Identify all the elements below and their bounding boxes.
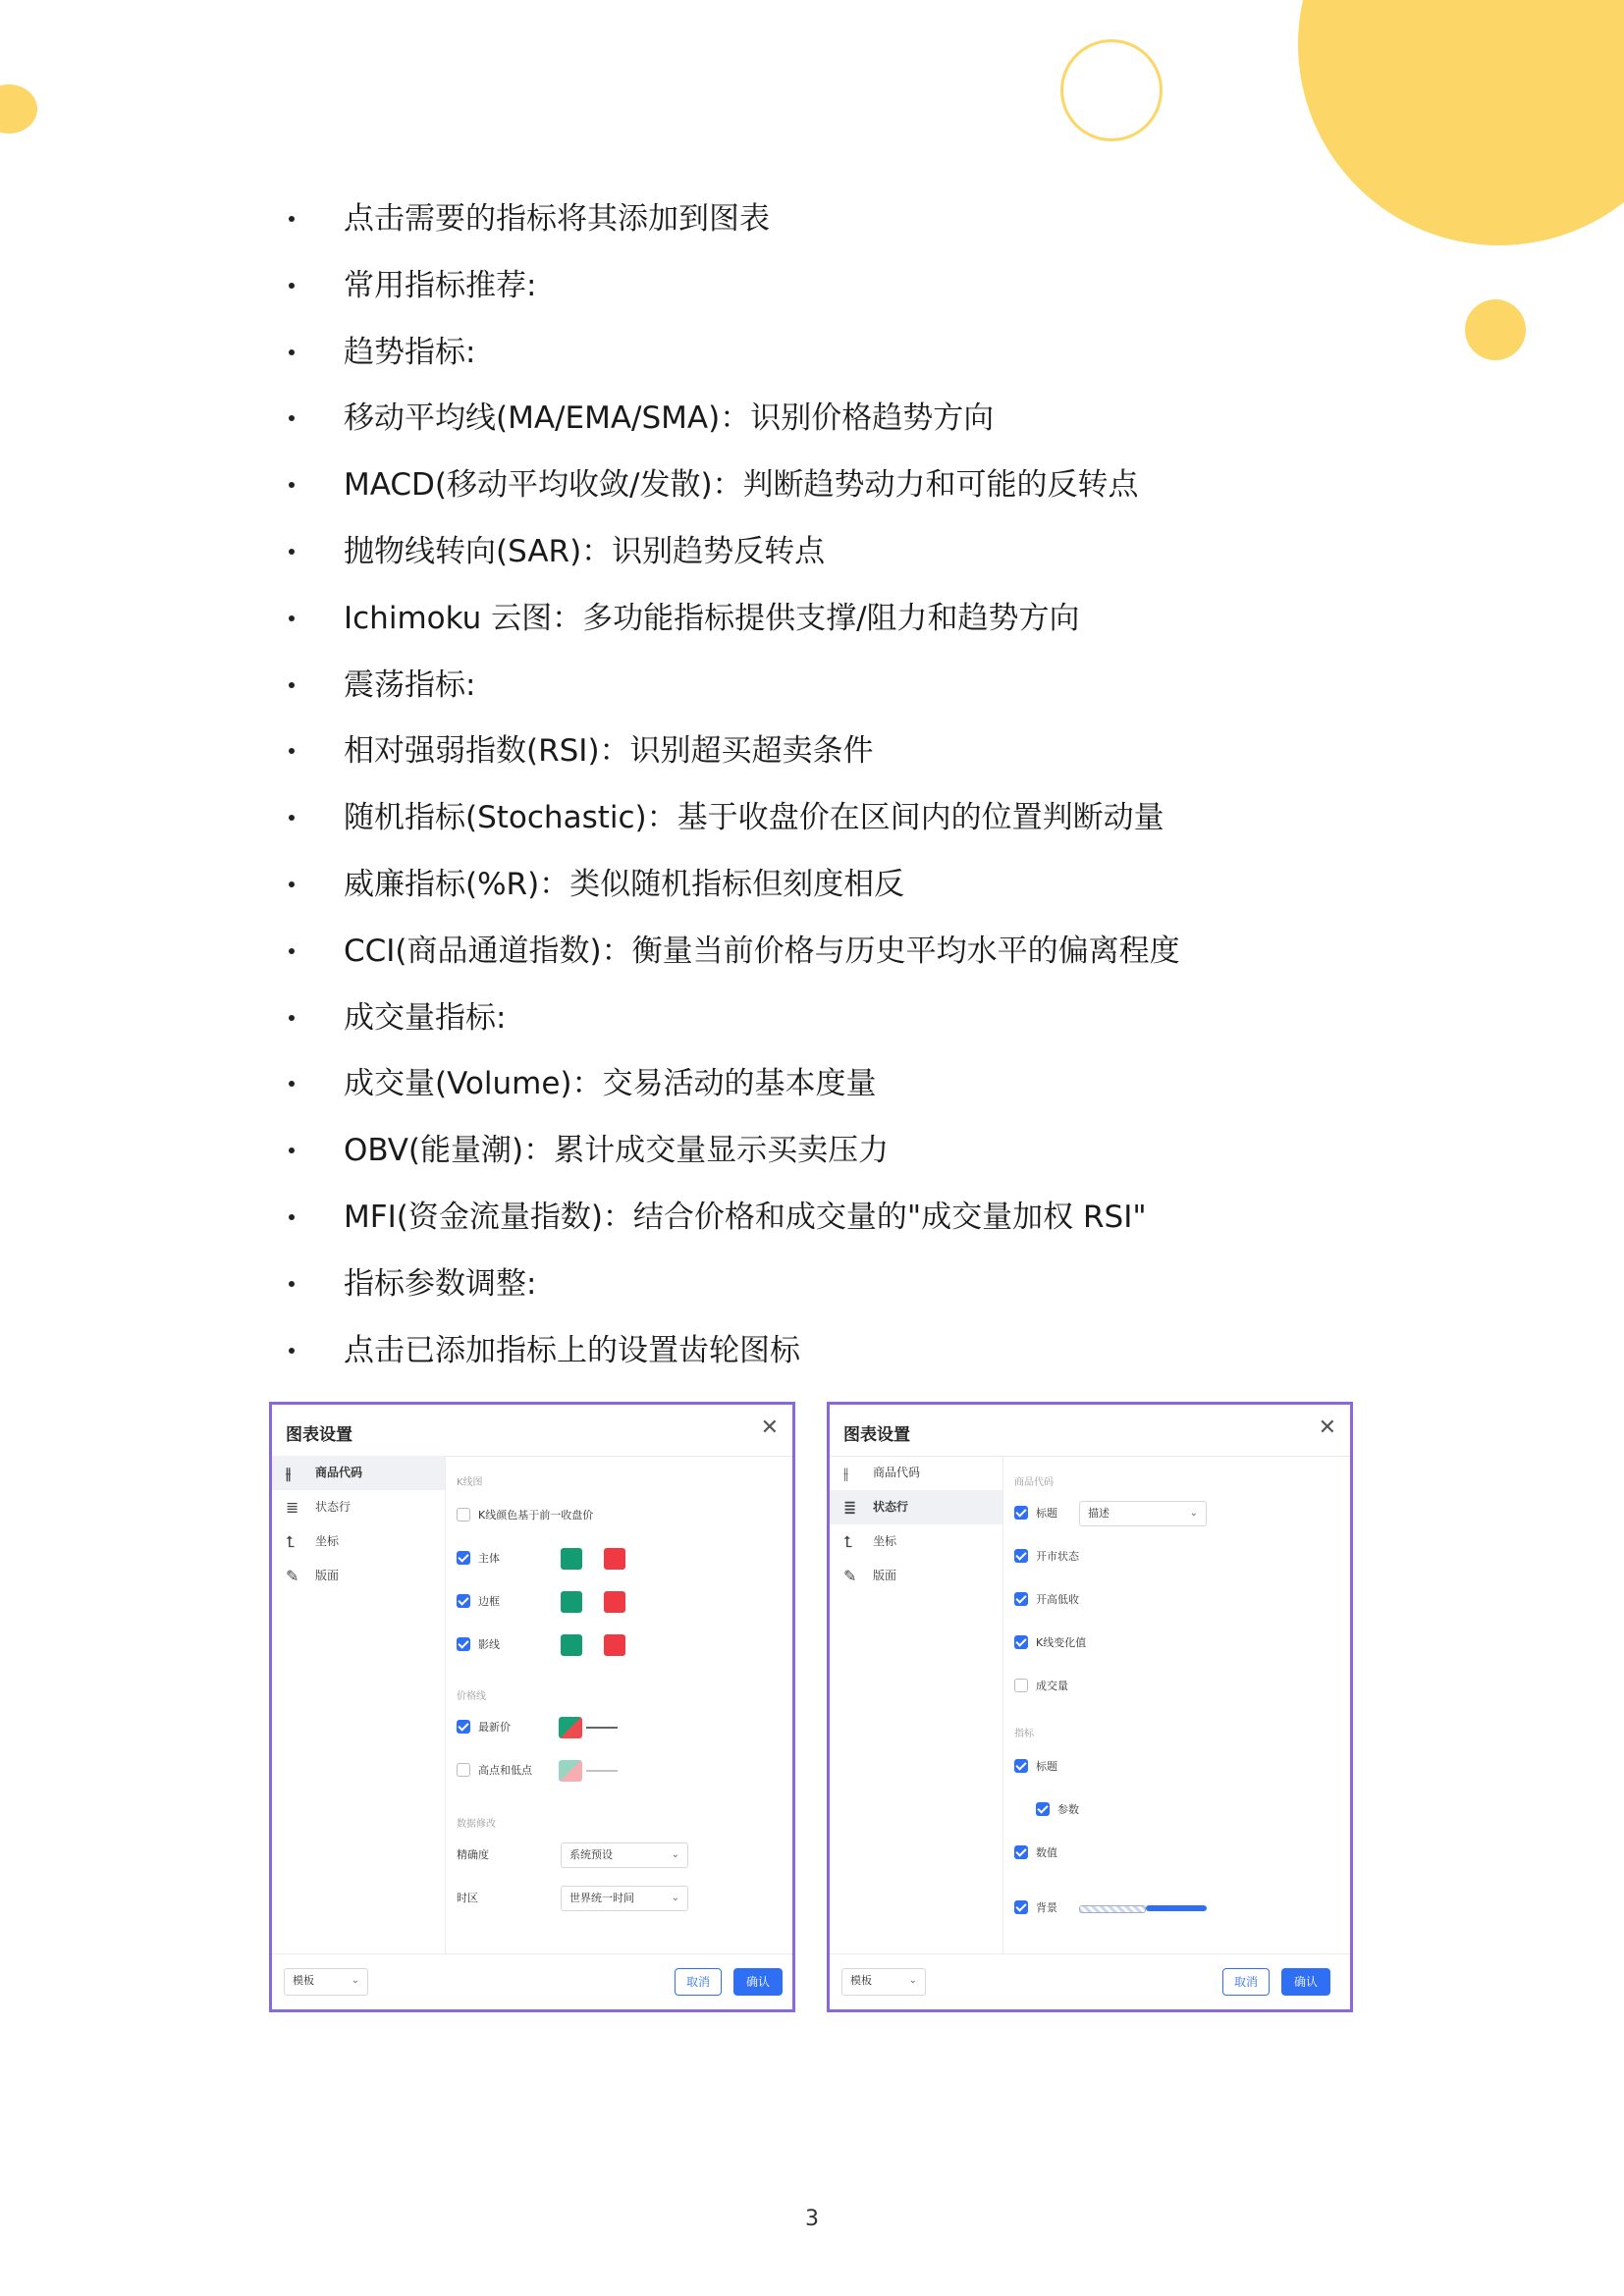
checkbox[interactable]	[1014, 1549, 1028, 1563]
bullet-icon	[289, 482, 295, 488]
bullet-icon	[289, 549, 295, 555]
section-label-data-mod: 数据修改	[457, 1819, 496, 1830]
checkbox[interactable]	[1014, 1679, 1028, 1692]
up-color-swatch[interactable]	[561, 1591, 582, 1613]
close-icon[interactable]: ✕	[1318, 1415, 1336, 1440]
up-color-swatch[interactable]	[561, 1548, 582, 1570]
list-lines-icon: ≣	[843, 1498, 857, 1517]
up-color-swatch[interactable]	[561, 1634, 582, 1656]
checkbox[interactable]	[457, 1594, 470, 1608]
bullet-icon	[289, 615, 295, 621]
cancel-button[interactable]: 取消	[675, 1968, 722, 1996]
dialog-header	[830, 1405, 1350, 1457]
dialog-title: 图表设置	[843, 1425, 910, 1445]
checkbox[interactable]	[457, 1551, 470, 1565]
last-price-row[interactable]: 最新价	[457, 1717, 511, 1738]
sidebar-item-symbol[interactable]: ⫲ 商品代码	[272, 1456, 445, 1490]
bullet-icon	[289, 283, 295, 289]
template-select[interactable]: 模板 ⌄	[284, 1968, 368, 1996]
body-row[interactable]: 主体	[457, 1548, 500, 1570]
bullet-icon	[289, 682, 295, 688]
decorative-ring	[1060, 39, 1163, 141]
ohlc-row[interactable]: 开高低收	[1014, 1589, 1079, 1611]
bullet-icon	[289, 881, 295, 887]
cancel-button[interactable]: 取消	[1222, 1968, 1270, 1996]
bullet-icon	[289, 1148, 295, 1153]
timezone-label: 时区	[457, 1892, 478, 1904]
dialog-footer	[272, 1953, 792, 2009]
opacity-slider-fill[interactable]	[1146, 1905, 1207, 1911]
bullet-icon	[289, 1214, 295, 1220]
sidebar-item-status-line[interactable]: ≣ 状态行	[272, 1490, 445, 1524]
checkbox[interactable]	[1036, 1802, 1050, 1816]
axis-icon: ⮤	[286, 1532, 296, 1551]
down-color-swatch[interactable]	[604, 1591, 625, 1613]
checkbox[interactable]	[1014, 1759, 1028, 1773]
dialog-sidebar	[272, 1456, 446, 1954]
checkbox[interactable]	[1014, 1845, 1028, 1859]
bullet-icon	[289, 1015, 295, 1021]
indicator-params-row[interactable]: 参数	[1036, 1799, 1079, 1821]
section-label-price-line: 价格线	[457, 1691, 486, 1702]
checkbox[interactable]	[1014, 1635, 1028, 1649]
section-label-symbol: 商品代码	[1014, 1477, 1054, 1488]
timezone-select[interactable]: 世界统一时间 ⌄	[561, 1886, 688, 1911]
sidebar-item-canvas[interactable]: ✎ 版面	[830, 1559, 1002, 1593]
bullet-icon	[289, 415, 295, 421]
chart-settings-dialog-symbol	[269, 1402, 795, 2012]
bar-change-row[interactable]: K线变化值	[1014, 1632, 1086, 1654]
title-select[interactable]: 描述 ⌄	[1079, 1501, 1207, 1526]
dialog-footer	[830, 1953, 1350, 2009]
bullet-icon	[289, 748, 295, 754]
section-label-indicator: 指标	[1014, 1729, 1034, 1739]
candlestick-icon: ⫲	[843, 1464, 849, 1482]
checkbox[interactable]	[1014, 1506, 1028, 1520]
sidebar-item-symbol[interactable]: ⫲ 商品代码	[830, 1456, 1002, 1490]
chart-settings-dialog-status-line	[827, 1402, 1353, 2012]
dialog-content	[1014, 1456, 1350, 1954]
pencil-icon: ✎	[843, 1567, 857, 1585]
bullet-icon	[289, 1081, 295, 1087]
open-status-row[interactable]: 开市状态	[1014, 1546, 1079, 1568]
down-color-swatch[interactable]	[604, 1634, 625, 1656]
background-row[interactable]: 背景	[1014, 1897, 1057, 1919]
wick-row[interactable]: 影线	[457, 1634, 500, 1656]
section-label-kline: K线图	[457, 1477, 483, 1488]
line-style-icon[interactable]	[586, 1770, 618, 1772]
opacity-slider-track[interactable]	[1079, 1905, 1146, 1913]
sidebar-item-scales[interactable]: ⮤ 坐标	[830, 1524, 1002, 1559]
checkbox[interactable]	[1014, 1592, 1028, 1606]
template-select[interactable]: 模板 ⌄	[841, 1968, 926, 1996]
candlestick-icon: ⫲	[286, 1464, 292, 1482]
close-icon[interactable]: ✕	[760, 1415, 779, 1440]
chevron-down-icon: ⌄	[351, 1975, 359, 1986]
bullet-icon	[289, 349, 295, 355]
sidebar-item-scales[interactable]: ⮤ 坐标	[272, 1524, 445, 1559]
checkbox[interactable]	[457, 1720, 470, 1734]
dialog-title: 图表设置	[286, 1425, 352, 1445]
decorative-dot-left	[0, 84, 37, 133]
checkbox[interactable]	[457, 1763, 470, 1777]
confirm-button[interactable]: 确认	[733, 1968, 783, 1996]
high-low-row[interactable]: 高点和低点	[457, 1760, 532, 1782]
chevron-down-icon: ⌄	[908, 1975, 917, 1986]
checkbox[interactable]	[457, 1637, 470, 1651]
chevron-down-icon: ⌄	[1189, 1508, 1198, 1519]
chevron-down-icon: ⌄	[671, 1893, 679, 1903]
decorative-circle-large	[1298, 0, 1624, 245]
dialog-header	[272, 1405, 792, 1457]
bullet-icon	[289, 216, 295, 222]
bullet-icon	[289, 948, 295, 954]
bullet-icon	[289, 815, 295, 821]
checkbox[interactable]	[1014, 1900, 1028, 1914]
precision-label: 精确度	[457, 1848, 489, 1861]
bullet-icon	[289, 1281, 295, 1287]
title-row[interactable]: 标题	[1014, 1503, 1057, 1524]
kline-color-row[interactable]: K线颜色基于前一收盘价	[457, 1505, 593, 1526]
decorative-dot-right	[1465, 299, 1526, 360]
border-row[interactable]: 边框	[457, 1591, 500, 1613]
bullet-icon	[289, 1348, 295, 1354]
page-number: 3	[805, 2207, 819, 2231]
line-color-swatch[interactable]	[559, 1760, 582, 1782]
down-color-swatch[interactable]	[604, 1548, 625, 1570]
dialog-sidebar	[830, 1456, 1003, 1954]
line-color-swatch[interactable]	[559, 1717, 582, 1738]
axis-icon: ⮤	[843, 1532, 853, 1551]
precision-select[interactable]: 系统预设 ⌄	[561, 1842, 688, 1868]
list-lines-icon: ≣	[286, 1498, 299, 1517]
confirm-button[interactable]: 确认	[1281, 1968, 1330, 1996]
pencil-icon: ✎	[286, 1567, 299, 1585]
dialog-content	[457, 1456, 792, 1954]
indicator-title-row[interactable]: 标题	[1014, 1756, 1057, 1778]
line-style-icon[interactable]	[586, 1727, 618, 1729]
sidebar-item-canvas[interactable]: ✎ 版面	[272, 1559, 445, 1593]
indicator-values-row[interactable]: 数值	[1014, 1842, 1057, 1864]
checkbox[interactable]	[457, 1508, 470, 1522]
volume-row[interactable]: 成交量	[1014, 1676, 1068, 1697]
sidebar-item-status-line[interactable]: ≣ 状态行	[830, 1490, 1002, 1524]
chevron-down-icon: ⌄	[671, 1849, 679, 1860]
